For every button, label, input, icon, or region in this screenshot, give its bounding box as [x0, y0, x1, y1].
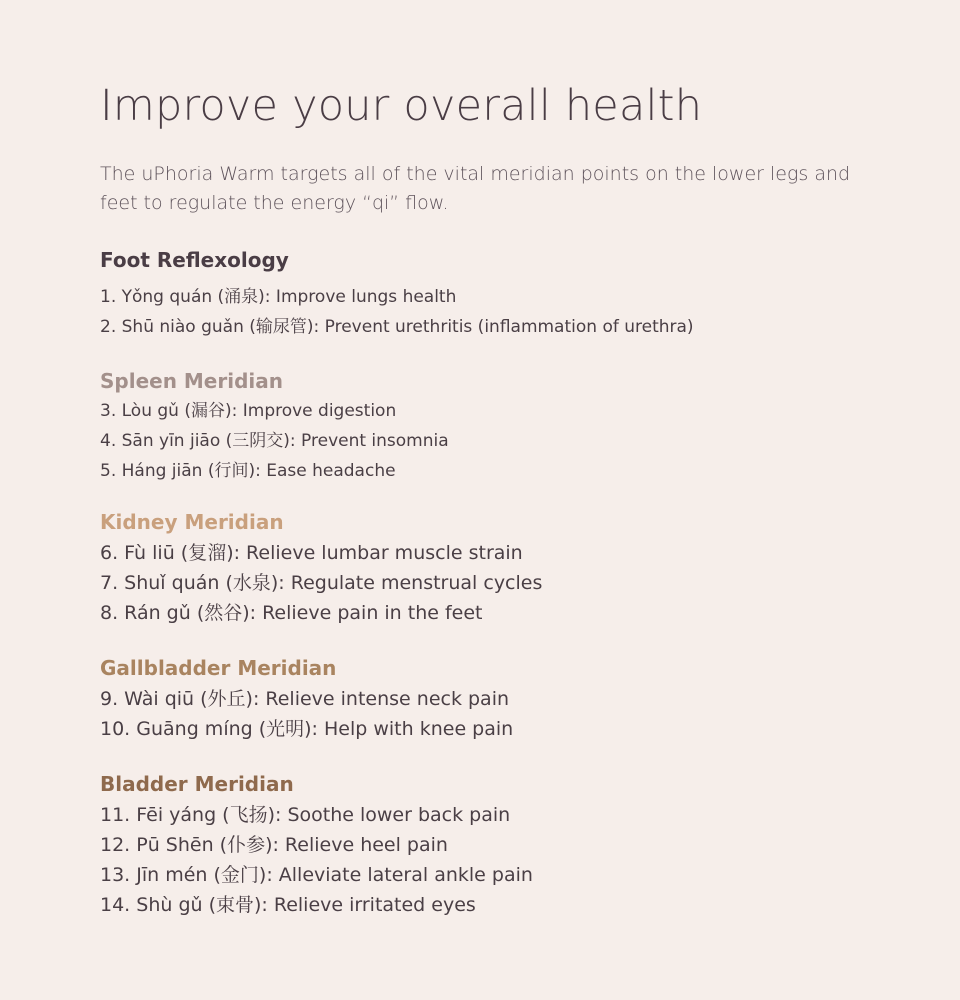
point-list	[100, 800, 900, 920]
section-heading: Gallbladder Meridian	[100, 656, 337, 680]
section-heading: Bladder Meridian	[100, 772, 294, 796]
section-heading: Foot Reflexology	[100, 248, 289, 272]
point-list	[100, 538, 900, 628]
section-foot-reflexology	[100, 247, 900, 342]
section-gallbladder-meridian	[100, 655, 900, 744]
list-item: 11. Fēi yáng (飞扬): Soothe lower back pain	[100, 804, 511, 826]
point-list	[100, 684, 900, 744]
point-list	[100, 282, 900, 342]
list-item: 5. Háng jiān (行间): Ease headache	[100, 461, 396, 481]
list-item: 2. Shū niào guǎn (输尿管): Prevent urethritis (inflammation of urethra)	[100, 317, 694, 337]
intro-paragraph: The uPhoria Warm targets all of the vital meridian points on the lower legs and feet to regulate the energy “qi” flow.	[100, 163, 851, 214]
list-item: 1. Yǒng quán (涌泉): Improve lungs health	[100, 287, 457, 307]
list-item: 13. Jīn mén (金门): Alleviate lateral ankle pain	[100, 864, 533, 886]
section-kidney-meridian	[100, 509, 900, 628]
section-heading: Spleen Meridian	[100, 369, 283, 393]
page-title: Improve your overall health	[100, 81, 703, 131]
list-item: 6. Fù liū (复溜): Relieve lumbar muscle strain	[100, 542, 523, 564]
point-list	[100, 396, 900, 486]
list-item: 4. Sān yīn jiāo (三阴交): Prevent insomnia	[100, 431, 449, 451]
section-bladder-meridian	[100, 771, 900, 920]
list-item: 3. Lòu gǔ (漏谷): Improve digestion	[100, 401, 397, 421]
list-item: 14. Shù gǔ (束骨): Relieve irritated eyes	[100, 894, 476, 916]
list-item: 7. Shuǐ quán (水泉): Regulate menstrual cycles	[100, 572, 543, 594]
list-item: 8. Rán gǔ (然谷): Relieve pain in the feet	[100, 602, 483, 624]
section-spleen-meridian	[100, 368, 900, 486]
list-item: 10. Guāng míng (光明): Help with knee pain	[100, 718, 514, 740]
list-item: 9. Wài qiū (外丘): Relieve intense neck pain	[100, 688, 510, 710]
list-item: 12. Pū Shēn (仆参): Relieve heel pain	[100, 834, 448, 856]
section-heading: Kidney Meridian	[100, 510, 284, 534]
